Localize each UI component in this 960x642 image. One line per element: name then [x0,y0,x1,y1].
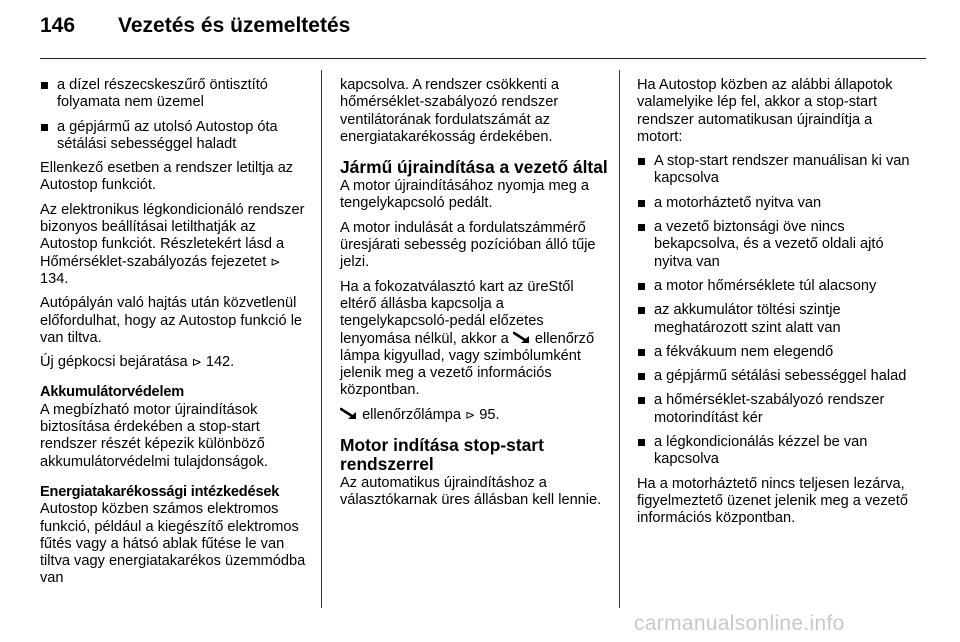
tachometer-needle-icon [340,407,358,420]
bullet-square-icon [638,307,645,314]
list-item-text: a dízel részecskeszűrő öntisztító folyamata nem üzemel [57,77,268,111]
list-item [637,153,912,188]
list-item [637,219,912,271]
bullet-square-icon [638,224,645,231]
column-right [637,77,912,535]
paragraph-text: ellenőrző lámpa kigyullad, vagy szimbólumként jelenik meg a vezető információs központban. [340,330,595,399]
paragraph-text: Ha a fokozatválasztó kart az üreStől eltérő állásba kapcsolja a tengelykapcsoló-pedál előzetes lenyomása nélkül, akkor a [340,278,574,347]
paragraph: Ellenkező esetben a rendszer letiltja az Autostop funkciót. [40,160,294,194]
paragraph: Autostop közben számos elektromos funkció, például a kiegészítő elektromos fűtés vagy a hátsó ablak fűtése le van tiltva vagy energiatakarékos üzemmódba van [40,501,306,587]
list-item-text: a motor hőmérséklete túl alacsony [654,277,877,294]
paragraph: Autópályán való hajtás után közvetlenül előfordulhat, hogy az Autostop funkció le van tiltva. [40,295,303,346]
bullet-square-icon [638,373,645,380]
bullet-square-icon [638,397,645,404]
bullet-square-icon [41,124,48,131]
paragraph: A megbízható motor újraindítások biztosítása érdekében a stop-start rendszer részét képezik különböző akkumulátorvédelmi tulajdonságok. [40,401,268,470]
paragraph [340,279,610,400]
paragraph: Az automatikus újraindításhoz a választókarnak üres állásban kell lennie. [340,475,602,509]
paragraph-text: Az elektronikus légkondicionáló rendszer bizonyos beállításai letilthatják az Autostop funkciót. Részletekért lásd a Hőmérséklet-szabályozás fejezetet [40,201,305,270]
column-left [40,77,312,595]
list-item [637,302,912,337]
paragraph-text: ellenőrzőlámpa [362,406,462,423]
bullet-square-icon [638,349,645,356]
watermark: carmanualsonline.info [634,612,845,635]
list-item-text: a motorháztető nyitva van [654,194,822,211]
page-ref-arrow-icon: ⊳ [270,254,281,269]
column-middle [340,77,610,517]
page-ref-arrow-icon: ⊳ [191,355,202,370]
column-divider [619,70,620,608]
paragraph [340,407,610,424]
header-rule [40,58,926,59]
list-item [637,368,912,385]
list-item-text: az akkumulátor töltési szintje meghatározott szint alatt van [654,302,841,336]
paragraph: kapcsolva. A rendszer csökkenti a hőmérséklet-szabályozó rendszer ventilátorának fordulatszámát az energiatakarékosság érdekében. [340,77,560,145]
page-ref-link[interactable]: 134. [40,270,69,287]
page-ref-link[interactable]: 95. [479,406,500,423]
list-item [637,195,912,212]
list-item [637,434,912,469]
column-divider [321,70,322,608]
bullet-square-icon [638,158,645,165]
list-item [637,344,912,361]
bullet-square-icon [638,283,645,290]
heading-engine-start: Motor indítása stop-start rendszerrel [340,435,544,475]
page-ref-link[interactable]: 142. [205,354,235,371]
list-item [637,278,912,295]
page-number: 146 [40,14,76,37]
paragraph: A motor indulását a fordulatszámmérő üresjárati sebesség pozícióban álló tűje jelzi. [340,219,596,271]
list-item-text: a hőmérséklet-szabályozó rendszer motorindítást kér [654,392,885,426]
list-item-text: a gépjármű sétálási sebességgel halad [654,368,907,385]
bullet-square-icon [41,82,48,89]
paragraph-text: Új gépkocsi bejáratása [40,354,188,371]
subheading-battery: Akkumulátorvédelem [40,384,185,401]
list-item-text: a gépjármű az utolsó Autostop óta sétálási sebességgel haladt [57,118,278,152]
tachometer-needle-icon [513,331,531,344]
page-title: Vezetés és üzemeltetés [118,14,351,37]
list-item-text: A stop-start rendszer manuálisan ki van kapcsolva [654,153,910,187]
heading-restart-by-driver: Jármű újraindítása a vezető által [340,157,608,178]
paragraph: Ha a motorháztető nincs teljesen lezárva, figyelmeztető üzenet jelenik meg a vezető információs központban. [637,475,908,527]
paragraph [40,202,312,288]
page-ref-arrow-icon: ⊳ [465,407,476,422]
list-item [40,77,312,112]
list-item-text: a vezető biztonsági öve nincs bekapcsolva, és a vezető oldali ajtó nyitva van [654,219,884,270]
list-item [637,392,912,427]
subheading-energy: Energiatakarékossági intézkedések [40,483,280,500]
bullet-square-icon [638,200,645,207]
paragraph: A motor újraindításához nyomja meg a tengelykapcsoló pedált. [340,178,590,212]
list-item-text: a fékvákuum nem elegendő [654,343,834,360]
paragraph [40,354,312,371]
bullet-square-icon [638,439,645,446]
list-item-text: a légkondicionálás kézzel be van kapcsolva [654,434,868,468]
list-item [40,119,312,154]
paragraph: Ha Autostop közben az alábbi állapotok valamelyike lép fel, akkor a stop-start rendszer automatikusan újraindítja a motort: [637,77,893,145]
